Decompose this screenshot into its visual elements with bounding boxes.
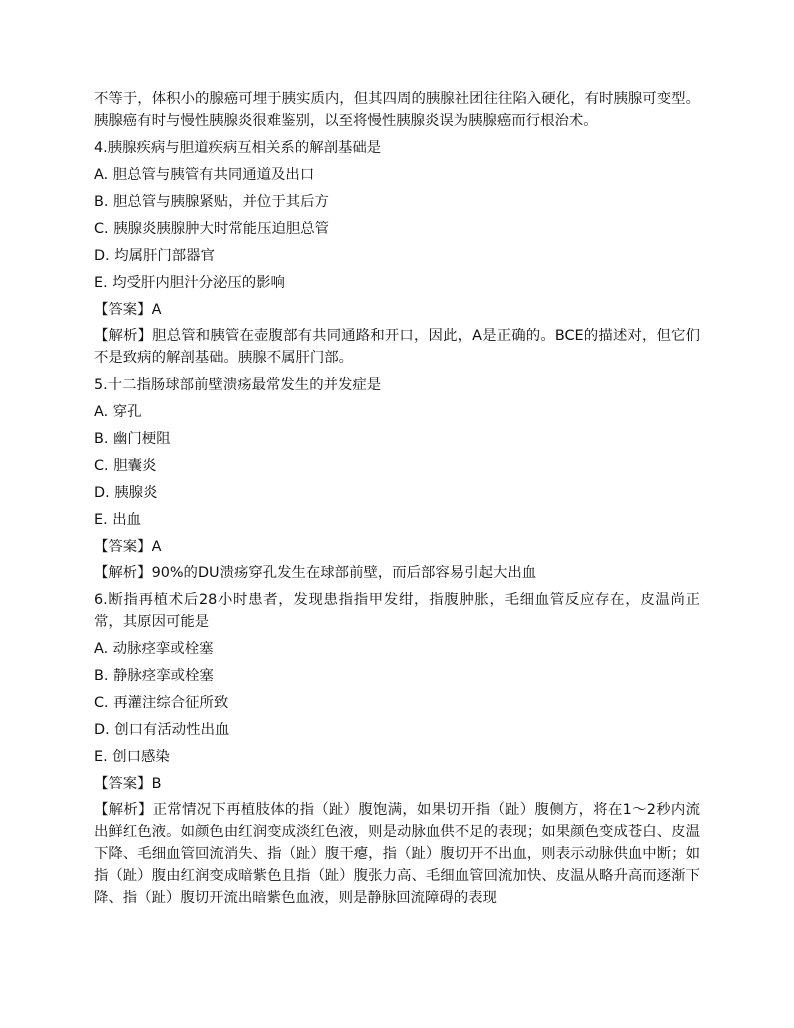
option-a: A. 动脉痉挛或栓塞 (94, 641, 214, 657)
option-e: E. 出血 (94, 512, 142, 528)
intro-paragraph: 不等于，体积小的腺癌可埋于胰实质内，但其四周的胰腺社团往往陷入硬化，有时胰腺可变型。胰腺癌有时与慢性胰腺炎很难鉴别，以至将慢性胰腺炎误为胰腺癌而行根治术。 (94, 91, 700, 129)
answer: 【答案】A (94, 539, 162, 555)
answer: 【答案】A (94, 302, 162, 318)
question-4 (94, 137, 700, 369)
option-d: D. 均属肝门部器官 (94, 248, 215, 264)
document-page (94, 88, 700, 909)
explanation: 【解析】正常情况下再植肢体的指（趾）腹饱满，如果切开指（趾）腹侧方，将在1～2秒内流出鲜红色液。如颜色由红润变成淡红色液，则是动脉血供不足的表现；如果颜色变成苍白、皮温下降、毛细血管回流消失、指（趾）腹干瘪，指（趾）腹切开不出血，则表示动脉供血中断；如指（趾）腹由红润变成暗紫色且指（趾）腹张力高、毛细血管回流加快、皮温从略升高而逐渐下降、指（趾）腹切开流出暗紫色血液，则是静脉回流障碍的表现 (94, 802, 700, 906)
option-e: E. 均受肝内胆汁分泌压的影响 (94, 275, 285, 291)
explanation: 【解析】90%的DU溃疡穿孔发生在球部前壁，而后部容易引起大出血 (94, 565, 537, 581)
option-a: A. 胆总管与胰管有共同通道及出口 (94, 167, 315, 183)
option-c: C. 再灌注综合征所致 (94, 695, 229, 711)
option-a: A. 穿孔 (94, 404, 142, 420)
option-b: B. 幽门梗阻 (94, 431, 171, 447)
option-d: D. 胰腺炎 (94, 485, 158, 501)
option-c: C. 胰腺炎胰腺肿大时常能压迫胆总管 (94, 221, 330, 237)
option-b: B. 静脉痉挛或栓塞 (94, 668, 214, 684)
option-b: B. 胆总管与胰腺紧贴，并位于其后方 (94, 194, 329, 210)
option-d: D. 创口有活动性出血 (94, 722, 230, 738)
option-e: E. 创口感染 (94, 749, 170, 765)
question-stem: 5.十二指肠球部前壁溃疡最常发生的并发症是 (94, 377, 382, 393)
question-stem: 4.胰腺疾病与胆道疾病互相关系的解剖基础是 (94, 140, 382, 156)
answer: 【答案】B (94, 776, 162, 792)
question-5 (94, 374, 700, 584)
question-6 (94, 589, 700, 909)
explanation: 【解析】胆总管和胰管在壶腹部有共同通路和开口，因此，A是正确的。BCE的描述对，但它们不是致病的解剖基础。胰腺不属肝门部。 (94, 328, 700, 366)
question-stem: 6.断指再植术后28小时患者，发现患指指甲发绀，指腹肿胀，毛细血管反应存在，皮温尚正常，其原因可能是 (94, 592, 700, 630)
option-c: C. 胆囊炎 (94, 458, 157, 474)
